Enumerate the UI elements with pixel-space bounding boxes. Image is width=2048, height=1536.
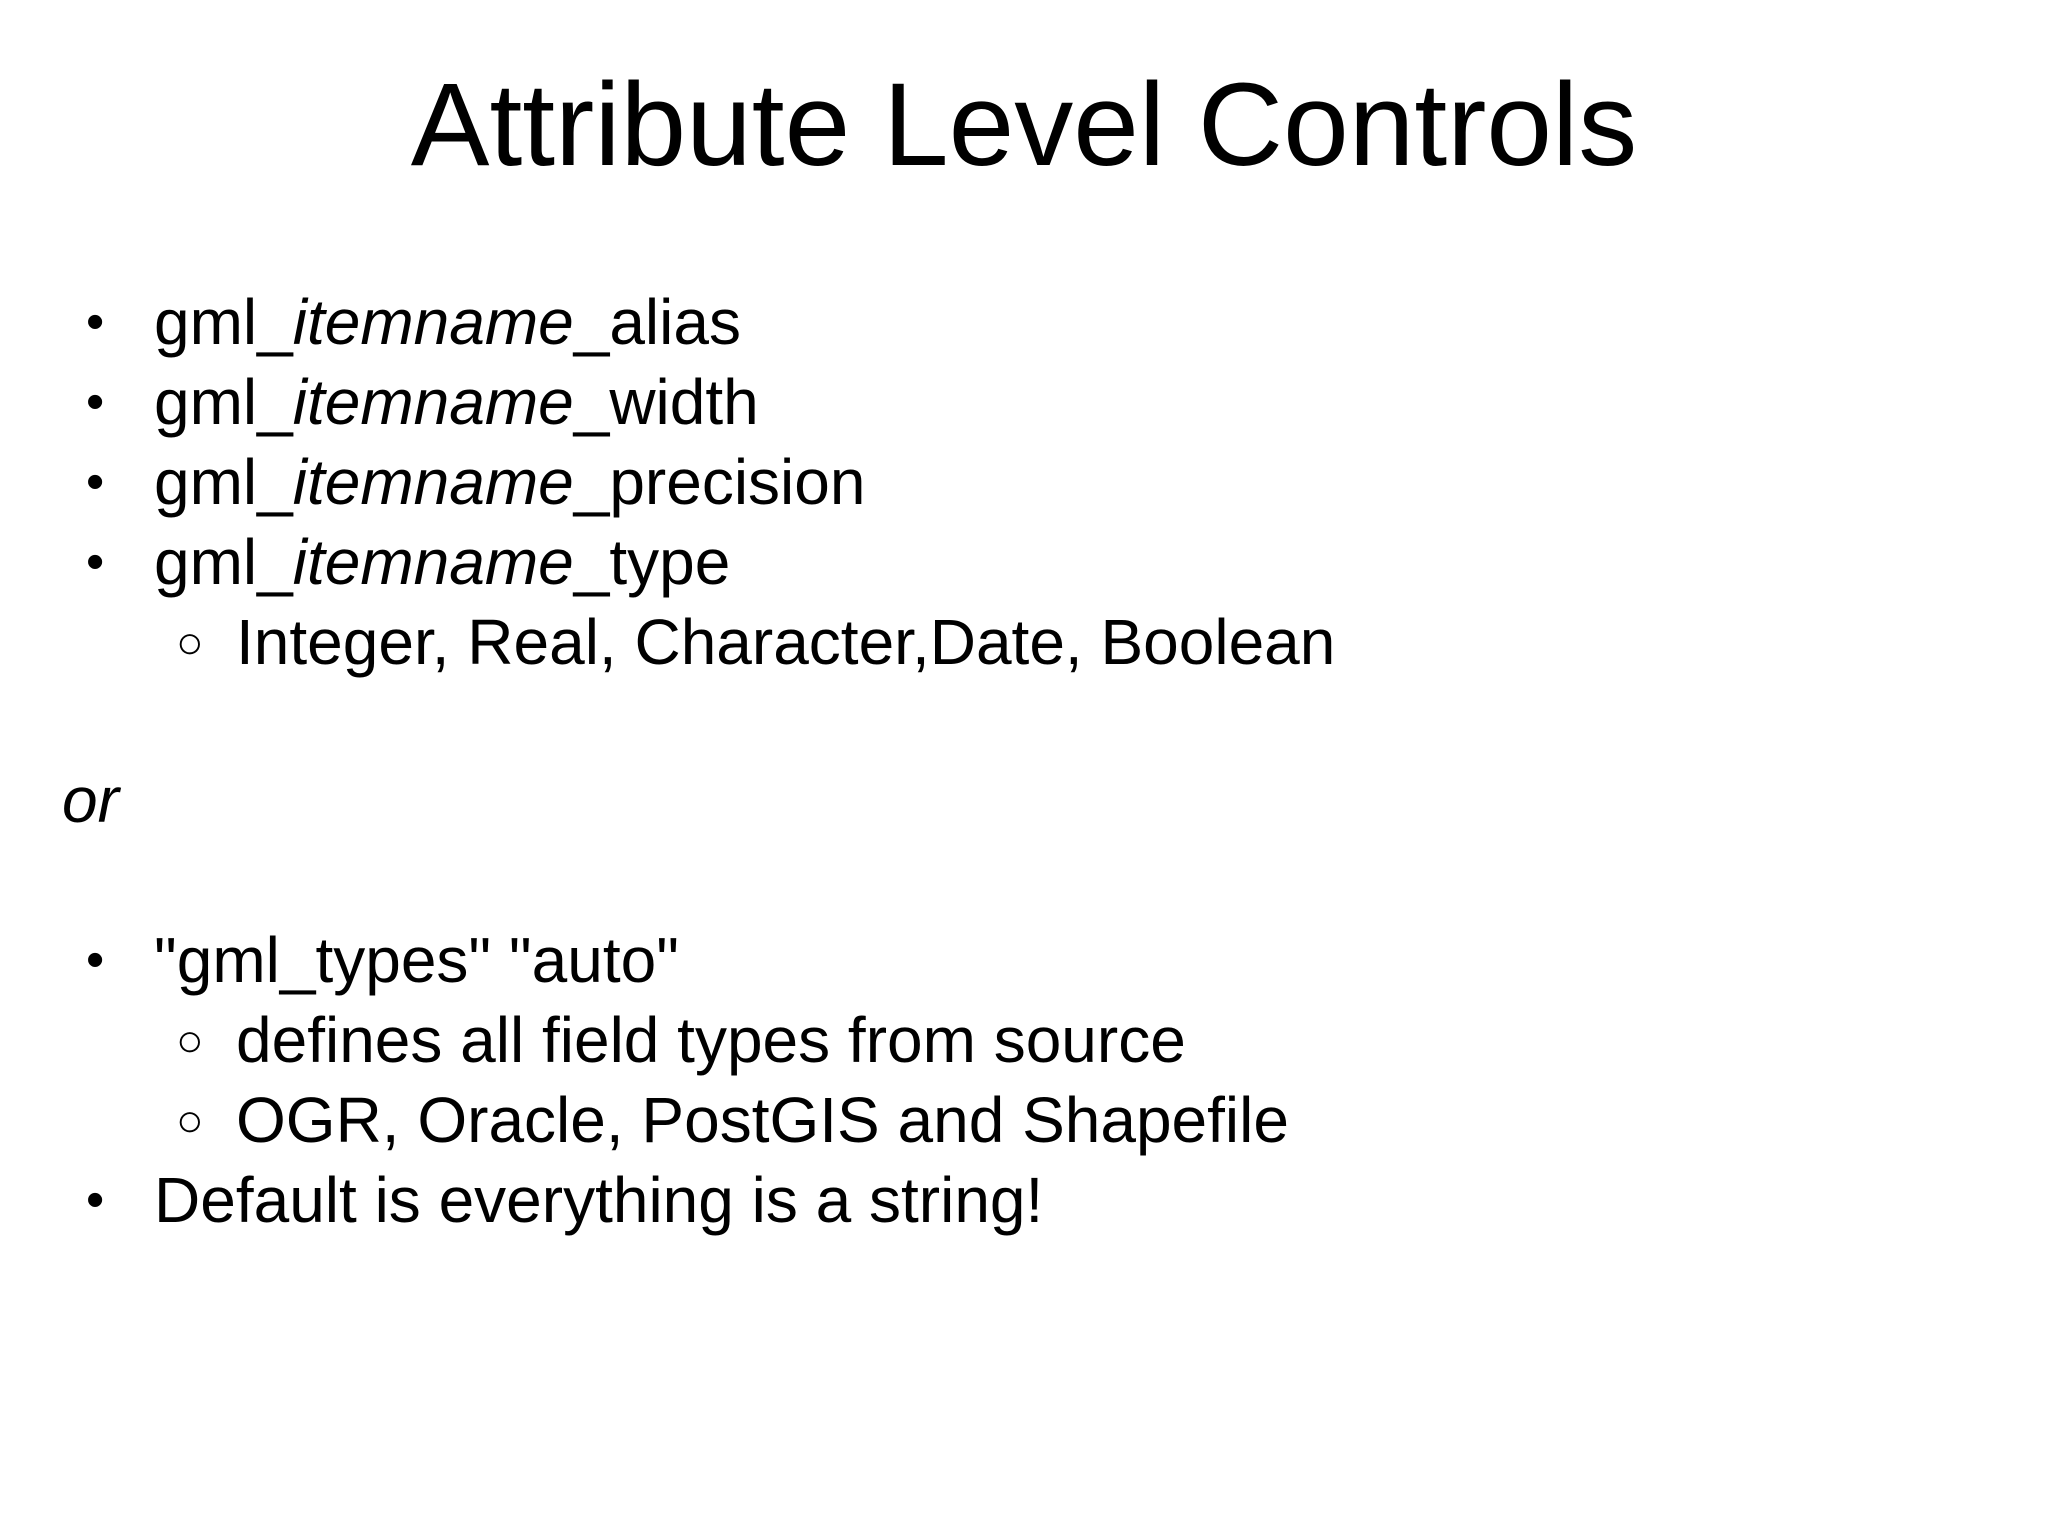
sub-item-type-values: Integer, Real, Character,Date, Boolean: [236, 606, 1336, 678]
list-item-type: gml_itemname_type: [154, 526, 731, 598]
bullet-marker: •: [86, 1171, 105, 1229]
list-item-gml-types: "gml_types" "auto": [154, 924, 679, 996]
list-item-precision: gml_itemname_precision: [154, 446, 866, 518]
slide-title: Attribute Level Controls: [410, 59, 1638, 191]
bullet-marker: •: [86, 293, 105, 351]
bullet-marker: •: [86, 373, 105, 431]
sub-bullet-marker: ○: [176, 1094, 204, 1146]
bullet-marker: •: [86, 533, 105, 591]
bullet-marker: •: [86, 931, 105, 989]
list-item-alias: gml_itemname_alias: [154, 286, 741, 358]
sub-bullet-marker: ○: [176, 1014, 204, 1066]
sub-bullet-marker: ○: [176, 616, 204, 668]
list-item-width: gml_itemname_width: [154, 366, 759, 438]
bullet-marker: •: [86, 453, 105, 511]
list-item-default: Default is everything is a string!: [154, 1164, 1044, 1236]
or-separator: or: [62, 764, 119, 836]
sub-item-defines: defines all field types from source: [236, 1004, 1186, 1076]
sub-item-sources: OGR, Oracle, PostGIS and Shapefile: [236, 1084, 1289, 1156]
